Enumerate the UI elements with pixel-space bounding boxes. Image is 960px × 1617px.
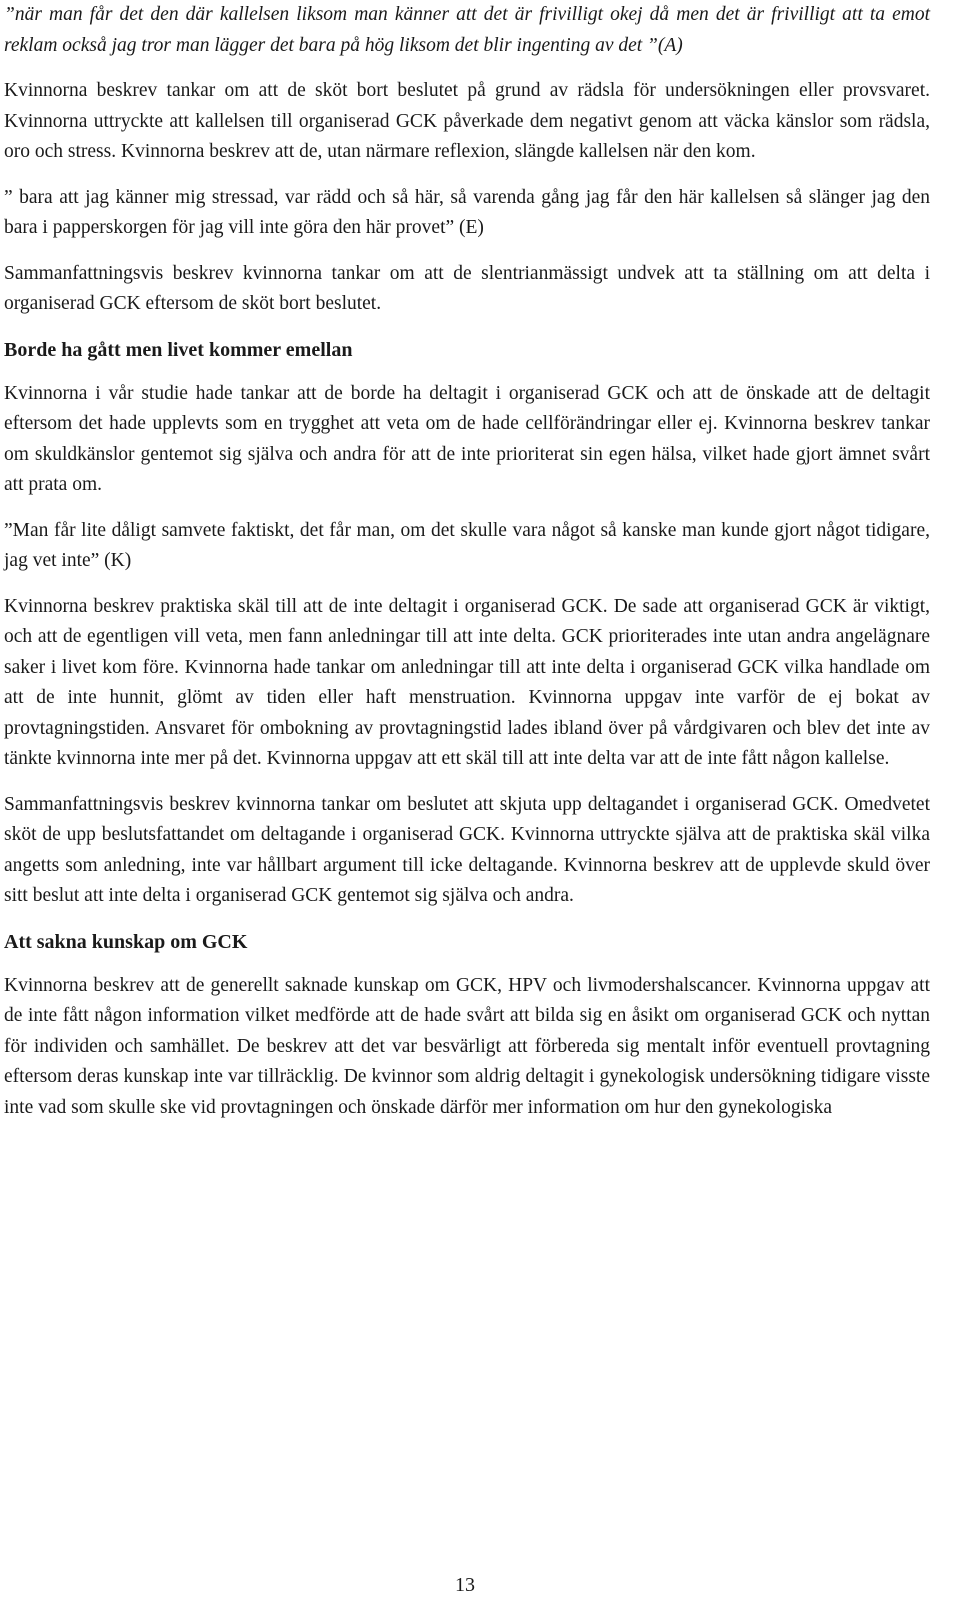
page-number: 13 — [455, 1574, 475, 1596]
page-body — [4, 0, 930, 1138]
interview-quote-e: ” bara att jag känner mig stressad, var rädd och så här, så varenda gång jag får den här kallelsen så slänger jag den bara i papperskorgen för jag vill inte göra den här provet” (E) — [4, 186, 930, 238]
summary-paragraph: Sammanfattningsvis beskrev kvinnorna tankar om att de slentrianmässigt undvek att ta ställning om att delta i organiserad GCK eftersom de sköt bort beslutet. — [4, 262, 930, 314]
section-heading: Att sakna kunskap om GCK — [4, 930, 248, 953]
body-paragraph: Kvinnorna beskrev praktiska skäl till att de inte deltagit i organiserad GCK. De sade att organiserad GCK är viktigt, och att de egentligen vill veta, men fann anledningar till att inte delta. GCK prioriterades inte utan andra angelägnare saker i livet kom före. Kvinnorna hade tankar om anledningar till att inte delta i organiserad GCK vilka handlade om att de inte hunnit, glömt av tiden eller haft menstruation. Kvinnorna uppgav inte varför de ej bokat av provtagningstiden. Ansvaret för ombokning av provtagningstid lades ibland över på vårdgivaren och blev det inte av tänkte kvinnorna inte mer på det. Kvinnorna uppgav att ett skäl till att inte delta var att de inte fått någon kallelse. — [4, 595, 930, 769]
body-paragraph: Kvinnorna beskrev tankar om att de sköt bort beslutet på grund av rädsla för undersökningen eller provsvaret. Kvinnorna uttryckte att kallelsen till organiserad GCK påverkade dem negativt genom att väcka känslor som rädsla, oro och stress. Kvinnorna beskrev att de, utan närmare reflexion, slängde kallelsen när den kom. — [4, 80, 930, 162]
interview-quote-a: ”när man får det den där kallelsen liksom man känner att det är frivilligt okej då men det är frivilligt att ta emot reklam också jag tror man lägger det bara på hög liksom det blir ingenting av det ”(A) — [4, 4, 930, 56]
summary-paragraph: Sammanfattningsvis beskrev kvinnorna tankar om beslutet att skjuta upp deltagandet i organiserad GCK. Omedvetet sköt de upp beslutsfattandet om deltagande i organiserad GCK. Kvinnorna uttryckte själva att de praktiska skäl vilka angetts som anledning, inte var hållbart argument till icke deltagande. Kvinnorna beskrev att de upplevde skuld över sitt beslut att inte delta i organiserad GCK gentemot sig själva och andra. — [4, 793, 930, 906]
body-paragraph: Kvinnorna i vår studie hade tankar att de borde ha deltagit i organiserad GCK och att de önskade att de deltagit eftersom det hade upplevts som en trygghet att veta om de hade cellförändringar eller ej. Kvinnorna beskrev tankar om skuldkänslor gentemot sig själva och andra för att de inte prioriterat sin egen hälsa, vilket hade gjort ämnet svårt att prata om. — [4, 382, 930, 495]
body-paragraph: Kvinnorna beskrev att de generellt saknade kunskap om GCK, HPV och livmodershalscancer. Kvinnorna uppgav att de inte fått någon information vilket medförde att de hade svårt att bilda sig en åsikt om organiserad GCK och nyttan för individen och samhället. De beskrev att det var besvärligt att förbereda sig mentalt inför eventuell provtagning eftersom deras kunskap inte var tillräcklig. De kvinnor som aldrig deltagit i gynekologisk undersökning tidigare visste inte vad som skulle ske vid provtagningen och önskade därför mer information om hur den gynekologiska — [4, 974, 930, 1118]
interview-quote-k: ”Man får lite dåligt samvete faktiskt, det får man, om det skulle vara något så kanske man kunde gjort något tidigare, jag vet inte” (K) — [4, 519, 930, 571]
section-heading: Borde ha gått men livet kommer emellan — [4, 338, 353, 361]
